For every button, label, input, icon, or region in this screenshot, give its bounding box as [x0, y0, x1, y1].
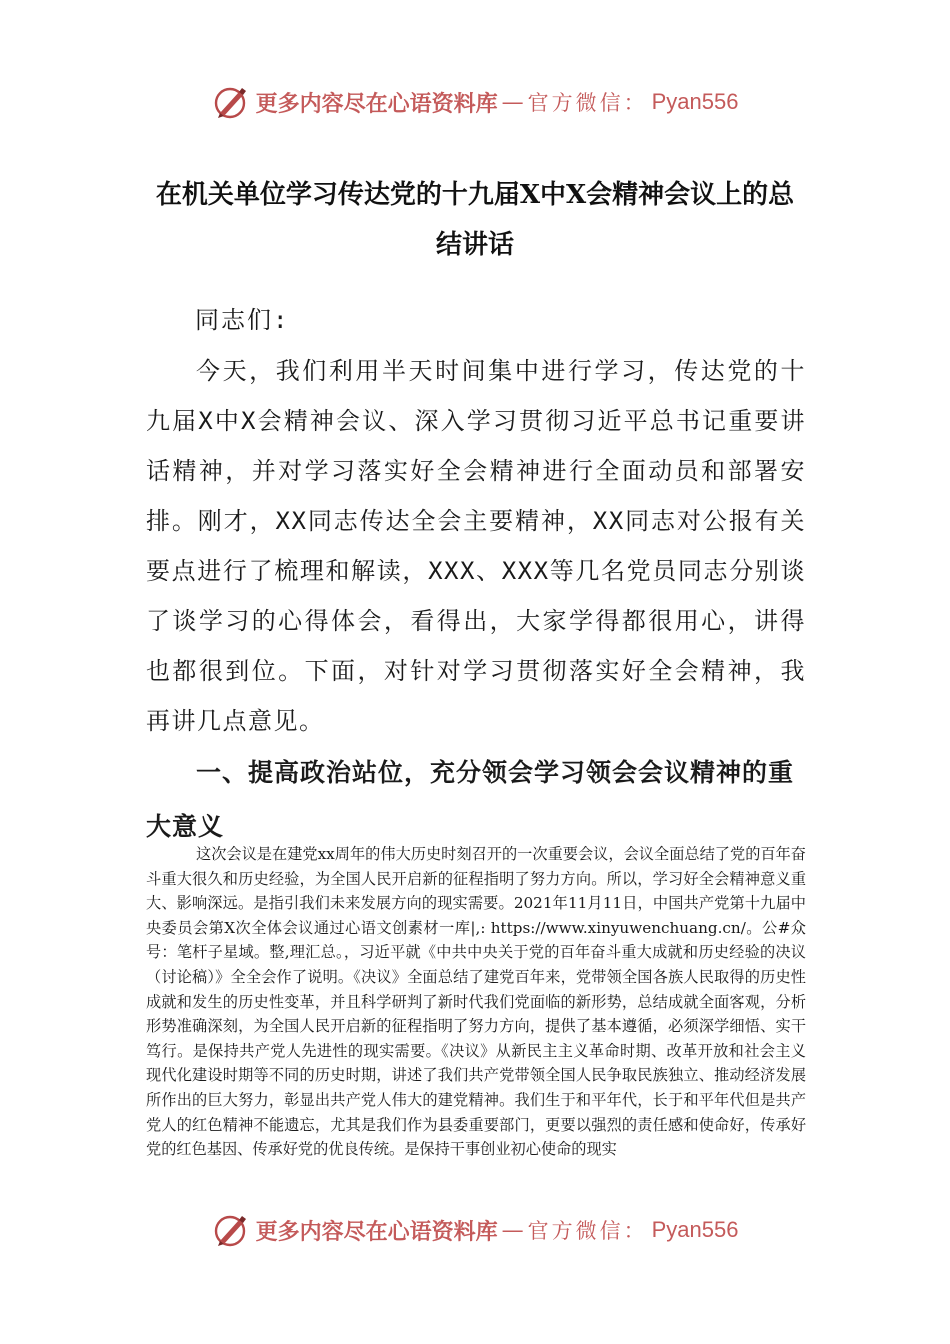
- document-title: 在机关单位学习传达党的十九届X中X会精神会议上的总结讲话: [155, 180, 795, 260]
- banner-dash: —: [501, 1217, 524, 1243]
- header-banner: [0, 78, 950, 126]
- banner-account-id: Pyan556: [651, 1217, 739, 1242]
- banner-dash: —: [501, 89, 524, 115]
- footer-banner: [0, 1206, 950, 1254]
- section-heading: 一、提高政治站位，充分领会学习领会会议精神的重大意义: [146, 758, 795, 841]
- banner-brand-text: 更多内容尽在心语资料库: [255, 1218, 498, 1245]
- pen-circle-logo-icon: [212, 83, 250, 121]
- banner-brand-text: 更多内容尽在心语资料库: [255, 90, 498, 117]
- banner-contact-label: 官方微信：: [527, 1219, 648, 1243]
- banner-account-id: Pyan556: [651, 89, 739, 114]
- body-paragraph: 这次会议是在建党xx周年的伟大历史时刻召开的一次重要会议，会议全面总结了党的百年奋斗重大很久和历史经验，为全国人民开启新的征程指明了努力方向。所以，学习好全会精神意义重大、影响深远。是指引我们未来发展方向的现实需要。2021年11月11日，中国共产党第十九届中央委员会第X次全体会议通过心语文创素材一库|,: https://www.xinyuwenchuang.cn/。公#众号：笔杆子星域。整,理汇总。，习近平就《中共中央关于党的百年奋斗重大成就和历史经验的决议（讨论稿）》全全会作了说明。《决议》全面总结了建党百年来，党带领全国各族人民取得的历史性成就和发生的历史性变革，并且科学研判了新时代我们党面临的新形势，总结成就全面客观，分析形势准确深刻，为全国人民开启新的征程指明了努力方向，提供了基本遵循，必须深学细悟、实干笃行。是保持共产党人先进性的现实需要。《决议》从新民主主义革命时期、改革开放和社会主义现代化建设时期等不同的历史时期，讲述了我们共产党带领全国人民争取民族独立、推动经济发展所作出的巨大努力，彰显出共产党人伟大的建党精神。我们生于和平年代，长于和平年代但是共产党人的红色精神不能遗忘，尤其是我们作为县委重要部门，更要以强烈的责任感和使命好，传承好党的红色基因、传承好党的优良传统。是保持干事创业初心使命的现实: [146, 845, 806, 1159]
- intro-paragraph: 今天，我们利用半天时间集中进行学习，传达党的十九届X中X会精神会议、深入学习贯彻习近平总书记重要讲话精神，并对学习落实好全会精神进行全面动员和部署安排。刚才，XX同志传达全会主要精神，XX同志对公报有关要点进行了梳理和解读，XXX、XXX等几名党员同志分别谈了谈学习的心得体会，看得出，大家学得都很用心，讲得也都很到位。下面，对针对学习贯彻落实好全会精神，我再讲几点意见。: [146, 357, 806, 735]
- pen-circle-logo-icon: [212, 1211, 250, 1249]
- salutation: 同志们:: [195, 306, 290, 334]
- banner-contact-label: 官方微信：: [527, 91, 648, 115]
